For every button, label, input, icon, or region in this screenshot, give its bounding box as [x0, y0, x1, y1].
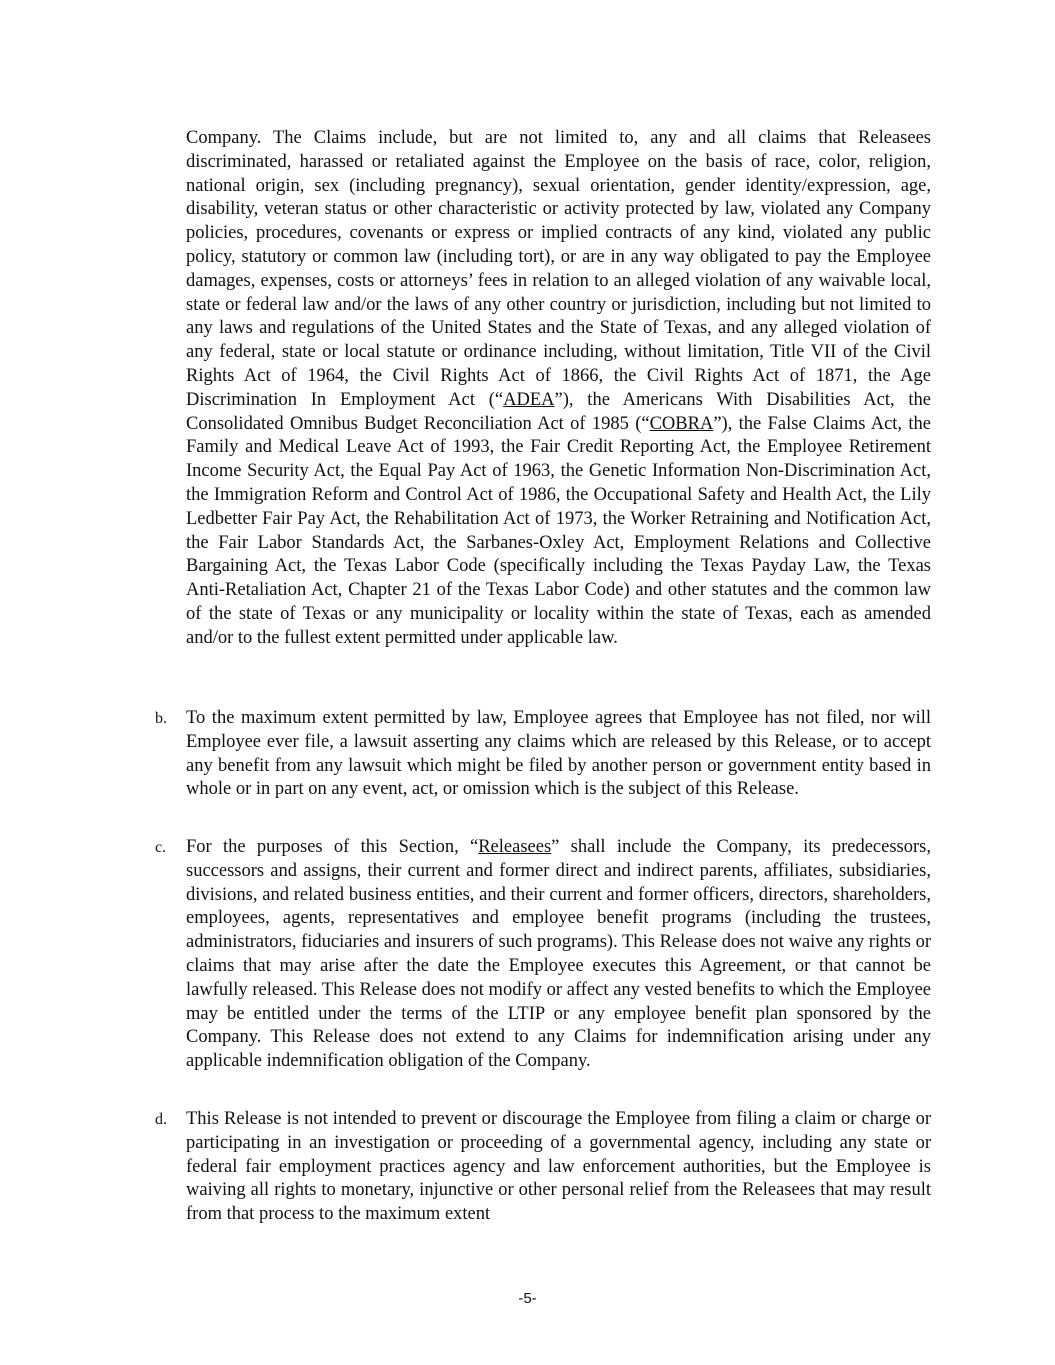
paragraph-claims-text-3: ”), the False Claims Act, the Family and Medical Leave Act of 1993, the Fair Credit Reporting Act, the Employee Retirement Income Security Act, the Equal Pay Act of 1963, the Genetic Information Non-Discrimination Act, the Immigration Reform and Control Act of 1986, the Occupational Safety and Health Act, the Lily Ledbetter Fair Pay Act, the Rehabilitation Act of 1973, the Worker Retraining and Notification Act, the Fair Labor Standards Act, the Sarbanes-Oxley Act, Employment Relations and Collective Bargaining Act, the Texas Labor Code (specifically including the Texas Payday Law, the Texas Anti-Retaliation Act, Chapter 21 of the Texas Labor Code) and other statutes and the common law of the state of Texas or any municipality or locality within the state of Texas, each as amended and/or to the fullest extent permitted under applicable law.: [186, 413, 931, 648]
list-marker-b: b.: [155, 710, 167, 727]
list-item-c-text-2: ” shall include the Company, its predecessors, successors and assigns, their current and former direct and indirect parents, affiliates, subsidiaries, divisions, and related business entities, and their current and former officers, directors, shareholders, employees, agents, representatives and employee benefit programs (including the trustees, administrators, fiduciaries and insurers of such programs). This Release does not waive any rights or claims that may arise after the date the Employee executes this Agreement, or that cannot be lawfully released. This Release does not modify or affect any vested benefits to which the Employee may be entitled under the terms of the LTIP or any employee benefit plan sponsored by the Company. This Release does not extend to any Claims for indemnification arising under any applicable indemnification obligation of the Company.: [186, 837, 931, 1072]
list-item-c-text-1: For the purposes of this Section, “: [186, 837, 479, 857]
list-marker-c: c.: [155, 839, 167, 856]
page-number: -5-: [518, 1290, 537, 1307]
defined-term-cobra: COBRA: [649, 413, 714, 434]
list-item-c: [186, 836, 931, 1074]
list-item-d: This Release is not intended to prevent or discourage the Employee from filing a claim or charge or participating in an investigation or proceeding of a governmental agency, including any state or federal fair employment practices agency and law enforcement authorities, but the Employee is waiving all rights to monetary, injunctive or other personal relief from the Releasees that may result from that process to the maximum extent: [186, 1109, 931, 1225]
paragraph-claims-text-1: Company. The Claims include, but are not limited to, any and all claims that Releasees discriminated, harassed or retaliated against the Employee on the basis of race, color, religion, national origin, sex (including pregnancy), sexual orientation, gender identity/expression, age, disability, veteran status or other characteristic or activity protected by law, violated any Company policies, procedures, covenants or express or implied contracts of any kind, violated any public policy, statutory or common law (including tort), or are in any way obligated to pay the Employee damages, expenses, costs or attorneys’ fees in relation to an alleged violation of any waivable local, state or federal law and/or the laws of any other country or jurisdiction, including but not limited to any laws and regulations of the United States and the State of Texas, and any alleged violation of any federal, state or local statute or ordinance including, without limitation, Title VII of the Civil Rights Act of 1964, the Civil Rights Act of 1866, the Civil Rights Act of 1871, the Age Discrimination In Employment Act (“: [186, 128, 931, 410]
list-marker-d: d.: [155, 1111, 167, 1128]
defined-term-adea: ADEA: [503, 389, 555, 410]
defined-term-releasees: Releasees: [478, 837, 552, 857]
paragraph-claims: [186, 127, 931, 651]
paragraph-claims-text-2: ”), the Americans With Disabilities Act, the Consolidated Omnibus Budget Reconciliation Act of 1985 (“: [186, 389, 931, 434]
list-item-b: To the maximum extent permitted by law, Employee agrees that Employee has not filed, nor will Employee ever file, a lawsuit asserting any claims which are released by this Release, or to accept any benefit from any lawsuit which might be filed by another person or government entity based in whole or in part on any event, act, or omission which is the subject of this Release.: [186, 708, 931, 800]
